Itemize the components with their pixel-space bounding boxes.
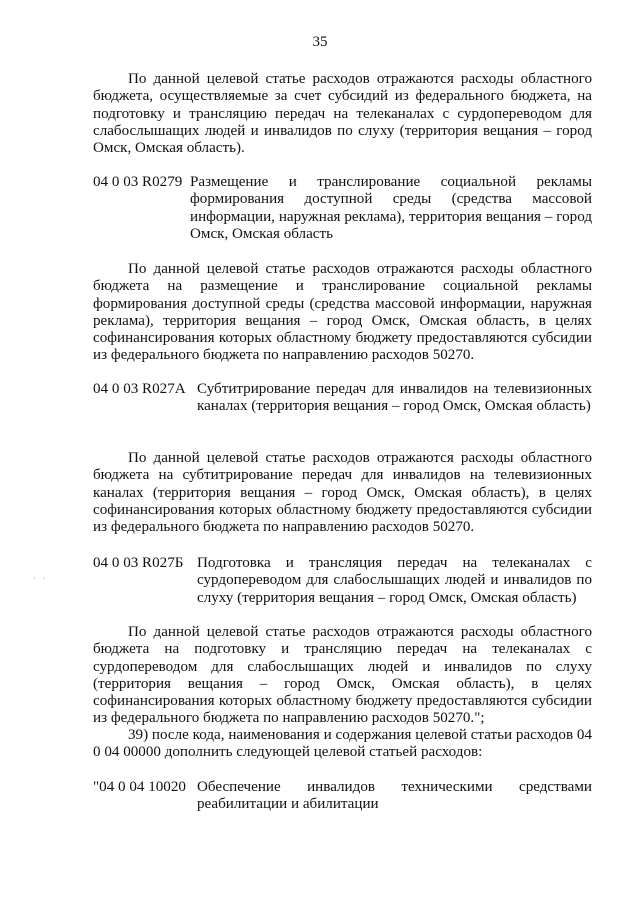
paragraph-1: По данной целевой статье расходов отражаются расходы областного бюджета, осуществляемые за счет субсидий из федерального бюджета, на подготовку и трансляцию передач на телеканалах с сурдопереводом для слабослышащих людей и инвалидов по слуху (территория вещания – город Омск, Омская область).: [93, 71, 592, 157]
entry-description: Субтитрирование передач для инвалидов на телевизионных каналах (территория вещания – город Омск, Омская область): [197, 381, 592, 415]
budget-entry-r0279: [93, 174, 592, 244]
entry-description: Размещение и транслирование социальной рекламы формирования доступной среды (средства массовой информации, наружная реклама), территория вещания – город Омск, Омская область: [190, 174, 592, 242]
entry-code: "04 0 04 10020: [93, 779, 186, 795]
page-number: 35: [312, 34, 328, 50]
entry-code: 04 0 03 R0279: [93, 174, 183, 190]
entry-code: 04 0 03 R027Б: [93, 555, 184, 571]
budget-entry-r027a: [93, 381, 592, 433]
budget-entry-10020: [93, 779, 592, 815]
paragraph-3: По данной целевой статье расходов отражаются расходы областного бюджета на субтитрирование передач для инвалидов на телевизионных каналах (территория вещания – город Омск, Омская область), в целях софинансирования которых областному бюджету предоставляются субсидии из федерального бюджета по направлению расходов 50270.: [93, 450, 592, 536]
paragraph-5: 39) после кода, наименования и содержания целевой статьи расходов 04 0 04 00000 дополнить следующей целевой статьей расходов:: [93, 727, 592, 761]
paragraph-4: По данной целевой статье расходов отражаются расходы областного бюджета на подготовку и трансляцию передач на телеканалах с сурдопереводом для слабослышащих людей и инвалидов по слуху (территория вещания – город Омск, Омская область), в целях софинансирования которых областному бюджету предоставляются субсидии из федерального бюджета по направлению расходов 50270.";: [93, 624, 592, 727]
paragraph-2: По данной целевой статье расходов отражаются расходы областного бюджета на размещение и транслирование социальной рекламы формирования доступной среды (средства массовой информации, наружная реклама), территория вещания – город Омск, Омская область, в целях софинансирования которых областному бюджету предоставляются субсидии из федерального бюджета по направлению расходов 50270.: [93, 261, 592, 364]
margin-mark: · ·: [33, 573, 48, 583]
budget-entry-r027b: [93, 555, 592, 607]
entry-description: Обеспечение инвалидов техническими средствами реабилитации и абилитации: [197, 779, 592, 813]
entry-description: Подготовка и трансляция передач на телеканалах с сурдопереводом для слабослышащих людей и инвалидов по слуху (территория вещания – город Омск, Омская область): [197, 555, 592, 606]
entry-code: 04 0 03 R027А: [93, 381, 186, 397]
